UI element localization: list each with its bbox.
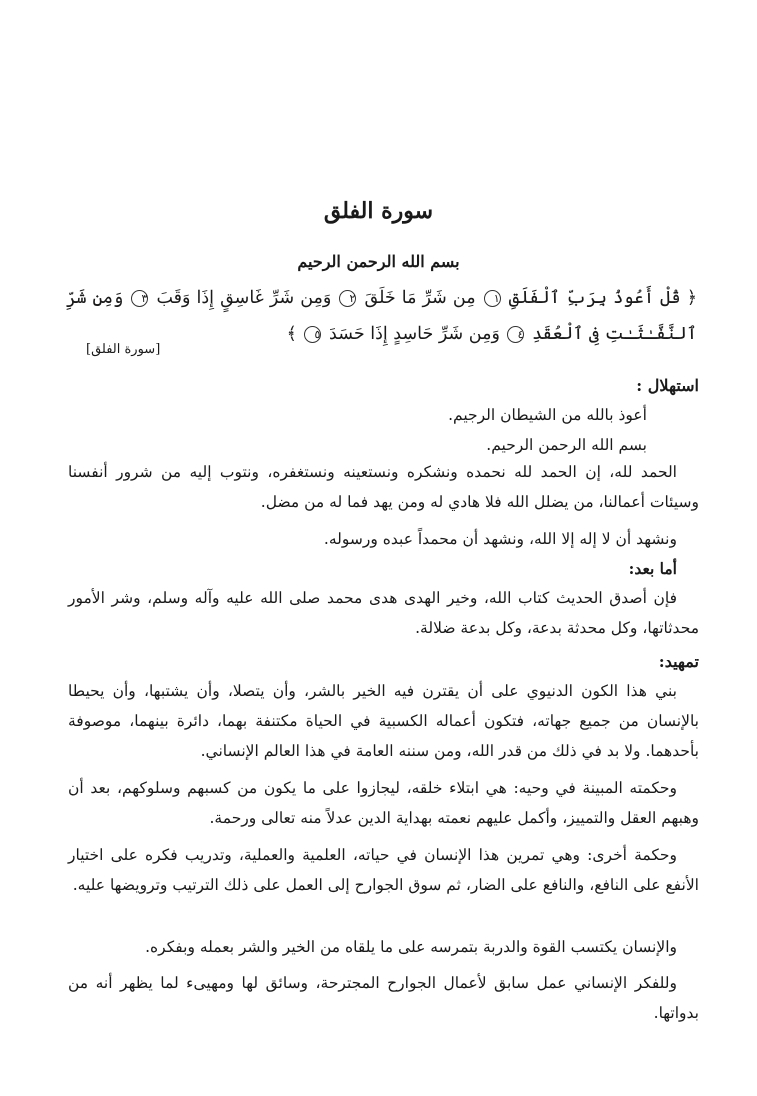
intro-line-basmala: بسم الله الرحمن الرحيم. [486,436,647,454]
ayah-number-marker: ٤ [507,326,524,343]
ayah-text: مِن شَرِّ مَا خَلَقَ [364,288,476,308]
ayah-number-marker: ٢ [339,290,356,307]
prelude-paragraph: والإنسان يكتسب القوة والدربة بتمرسه على ما يلقاه من الخير والشر بعمله وبفكره. [145,938,677,956]
surah-reference: [سورة الفلق] [86,342,161,357]
intro-heading: استهلال : [636,376,699,395]
ayah-number-marker: ١ [484,290,501,307]
intro-paragraph-praise: الحمد لله، إن الحمد لله نحمده ونشكره ونستعينه ونستغفره، ونتوب إليه من شرور أنفسنا وسيئات أعمالنا، من يضلل الله فلا هادي له ومن يهد فما له من مضل. [68,463,699,511]
quran-verses [66,280,697,352]
basmala: بسم الله الرحمن الرحيم [297,252,460,271]
intro-line-isti-adha: أعوذ بالله من الشيطان الرجيم. [448,406,647,424]
ayah-text: وَمِن شَرِّ ٱلنَّفَّـٰثَـٰتِ فِى ٱلْعُقَدِ [66,288,697,344]
ayah-text: وَمِن شَرِّ حَاسِدٍ إِذَا حَسَدَ [329,324,500,344]
prelude-heading: تمهيد: [658,652,699,671]
ayah-number-marker: ٣ [131,290,148,307]
prelude-paragraph: وحكمة أخرى: وهي تمرين هذا الإنسان في حياته، العلمية والعملية، وتدريب فكره على اختيار الأنفع على النافع، والنافع على الضار، ثم سوق الجوارح إلى العمل على ذلك الترتيب وترويضها عليه. [68,846,699,894]
prelude-paragraph: بني هذا الكون الدنيوي على أن يقترن فيه الخير بالشر، وأن يتصلا، وأن يشتبها، وأن يحيطا بالإنسان من جميع جهاته، فتكون أعماله الكسبية في الحياة مكتنفة بهما، دائرة بينهما، موصوفة بأحدهما. ولا بد في ذلك من قدر الله، ومن سننه العامة في هذا العالم الإنساني. [68,682,699,760]
intro-paragraph-hadith: فإن أصدق الحديث كتاب الله، وخير الهدى هدى محمد صلى الله عليه وآله وسلم، وشر الأمور محدثاتها، وكل محدثة بدعة، وكل بدعة ضلالة. [68,589,699,637]
amma-baad-heading: أما بعد: [628,559,677,578]
prelude-paragraph: وحكمته المبينة في وحيه: هي ابتلاء خلقه، ليجازوا على ما يكون من كسبهم وسلوكهم، بعد أن وهبهم العقل والتمييز، وأكمل عليهم نعمته بهداية الدين عدلاً منه تعالى ورحمة. [68,779,699,827]
quran-close-bracket: ﴾ [286,324,297,344]
quran-open-bracket: ﴿ [686,288,697,308]
surah-title: سورة الفلق [323,198,434,224]
ayah-text: وَمِن شَرِّ غَاسِقٍ إِذَا وَقَبَ [156,288,332,308]
intro-paragraph-shahada: ونشهد أن لا إله إلا الله، ونشهد أن محمداً عبده ورسوله. [323,530,677,548]
ayah-number-marker: ٥ [304,326,321,343]
ayah-text: قُلْ أَعُوذُ بِرَبِّ ٱلْفَلَقِ [508,288,681,308]
prelude-paragraph: وللفكر الإنساني عمل سابق لأعمال الجوارح المجترحة، وسائق لها ومهيىء لما يظهر أنه من بدواتها. [68,974,699,1022]
